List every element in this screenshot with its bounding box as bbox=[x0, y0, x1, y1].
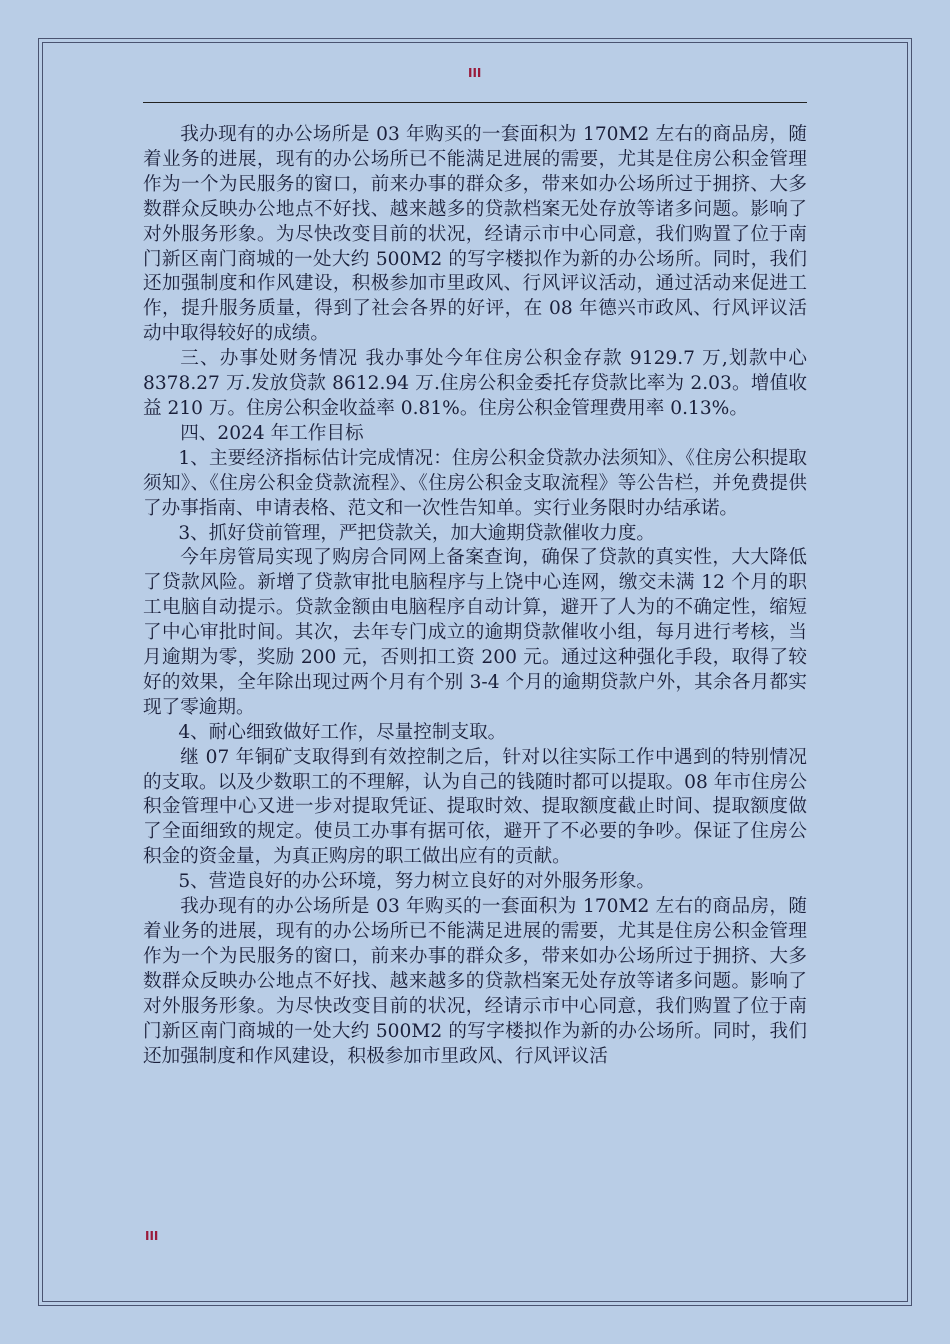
paragraph-loan-management: 今年房管局实现了购房合同网上备案查询，确保了贷款的真实性，大大降低了贷款风险。新增了贷款审批电脑程序与上饶中心连网，缴交未满 12 个月的职工电脑自动提示。贷款金额由电脑程序自动计算，避开了人为的不确定性，缩短了中心审批时间。其次，去年专门成立的逾期贷款催收小组，每月进行考核，当月逾期为零，奖励 200 元，否则扣工资 200 元。通过这种强化手段，取得了较好的效果，全年除出现过两个月有个别 3-4 个月的逾期贷款户外，其余各月都实现了零逾期。 bbox=[143, 547, 807, 718]
paragraph-item-5: 5、营造良好的办公环境，努力树立良好的对外服务形象。 bbox=[178, 871, 656, 893]
footer-mark: III bbox=[145, 1229, 159, 1243]
paragraph-office-premises-repeat: 我办现有的办公场所是 03 年购买的一套面积为 170M2 左右的商品房，随着业务的进展，现有的办公场所已不能满足进展的需要，尤其是住房公积金管理作为一个为民服务的窗口，前来办事的群众多，带来如办公场所过于拥挤、大多数群众反映办公地点不好找、越来越多的贷款档案无处存放等诸多问题。影响了对外服务形象。为尽快改变目前的状况，经请示市中心同意，我们购置了位于南门新区南门商城的一处大约 500M2 的写字楼拟作为新的办公场所。同时，我们还加强制度和作风建设，积极参加市里政风、行风评议活 bbox=[143, 896, 807, 1067]
header-rule bbox=[143, 102, 807, 103]
paragraph-withdrawal-control: 继 07 年铜矿支取得到有效控制之后，针对以往实际工作中遇到的特别情况的支取。以及少数职工的不理解，认为自己的钱随时都可以提取。08 年市住房公积金管理中心又进一步对提取凭证、提取时效、提取额度截止时间、提取额度做了全面细致的规定。使员工办事有据可依，避开了不必要的争吵。保证了住房公积金的资金量，为真正购房的职工做出应有的贡献。 bbox=[143, 746, 807, 868]
paragraph-item-4: 4、耐心细致做好工作，尽量控制支取。 bbox=[178, 721, 507, 743]
document-body bbox=[143, 123, 807, 1069]
paragraph-finance: 三、办事处财务情况 我办事处今年住房公积金存款 9129.7 万,划款中心 8378.27 万.发放贷款 8612.94 万.住房公积金委托存贷款比率为 2.03。增值收益 210 万。住房公积金收益率 0.81%。住房公积金管理费用率 0.13%。 bbox=[143, 348, 807, 419]
heading-2024-goals: 四、2024 年工作目标 bbox=[180, 422, 364, 444]
paragraph-office-premises: 我办现有的办公场所是 03 年购买的一套面积为 170M2 左右的商品房，随着业务的进展，现有的办公场所已不能满足进展的需要，尤其是住房公积金管理作为一个为民服务的窗口，前来办事的群众多，带来如办公场所过于拥挤、大多数群众反映办公地点不好找、越来越多的贷款档案无处存放等诸多问题。影响了对外服务形象。为尽快改变目前的状况，经请示市中心同意，我们购置了位于南门新区南门商城的一处大约 500M2 的写字楼拟作为新的办公场所。同时，我们还加强制度和作风建设，积极参加市里政风、行风评议活动，通过活动来促进工作，提升服务质量，得到了社会各界的好评，在 08 年德兴市政风、行风评议活动中取得较好的成绩。 bbox=[143, 124, 807, 345]
paragraph-item-3: 3、抓好贷前管理，严把贷款关，加大逾期贷款催收力度。 bbox=[178, 522, 656, 544]
header-mark: III bbox=[468, 66, 482, 80]
paragraph-item-1: 1、主要经济指标估计完成情况：住房公积金贷款办法须知》、《住房公积提取须知》、《住房公积金贷款流程》、《住房公积金支取流程》等公告栏，并免费提供了办事指南、申请表格、范文和一次性告知单。实行业务限时办结承诺。 bbox=[143, 447, 807, 519]
